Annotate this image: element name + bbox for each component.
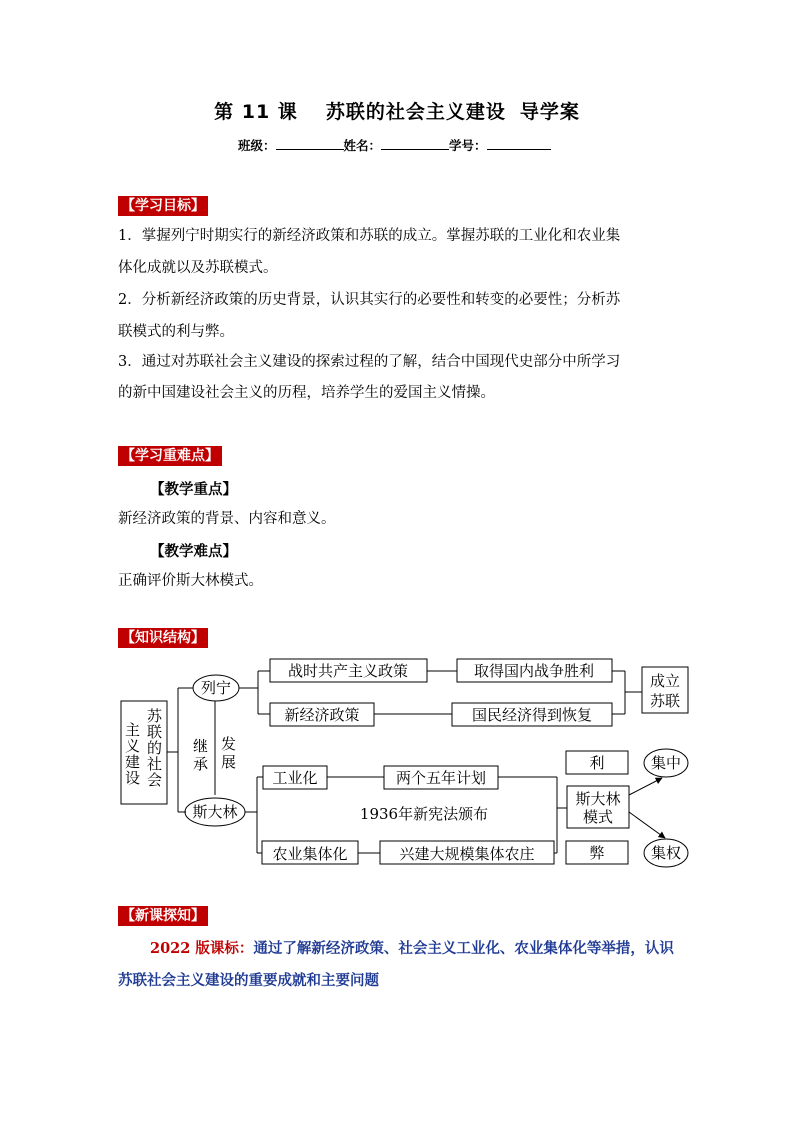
objective-1-line1: 1．掌握列宁时期实行的新经济政策和苏联的成立。掌握苏联的工业化和农业集	[118, 228, 621, 244]
stalin-label: 斯大林	[192, 803, 238, 821]
objective-2-line1: 2．分析新经济政策的历史背景，认识其实行的必要性和转变的必要性；分析苏	[118, 292, 621, 308]
found-line2: 苏联	[649, 692, 681, 710]
section-keypoints: 【学习重难点】	[118, 446, 222, 466]
found-line1: 成立	[649, 672, 681, 690]
pro-label: 利	[589, 754, 605, 772]
model-line1: 斯大林	[575, 790, 621, 808]
recovery-label: 国民经济得到恢复	[471, 706, 593, 724]
section-structure: 【知识结构】	[118, 628, 208, 648]
lesson-topic: 苏联的社会主义建设	[325, 101, 506, 123]
collectivization-label: 农业集体化	[272, 845, 348, 863]
constitution-label: 1936年新宪法颁布	[359, 805, 489, 823]
objective-3-line1: 3．通过对苏联社会主义建设的探索过程的了解，结合中国现代史部分中所学习	[118, 354, 621, 370]
lesson-type: 导学案	[519, 101, 580, 123]
root-label-col2: 苏联的社会	[145, 708, 163, 788]
difficulty-text: 正确评价斯大林模式。	[118, 573, 263, 589]
standard-prefix: 2022 版课标：	[150, 940, 254, 957]
five-year-label: 两个五年计划	[395, 769, 487, 787]
root-label-col1: 主义建设	[123, 722, 141, 786]
name-label: 姓名：	[343, 138, 382, 153]
civil-war-label: 取得国内战争胜利	[473, 662, 595, 680]
objective-1-line2: 体化成就以及苏联模式。	[118, 260, 278, 276]
curriculum-standard	[118, 933, 688, 997]
objective-2-line2: 联模式的利与弊。	[118, 324, 234, 340]
section-objectives: 【学习目标】	[118, 196, 208, 216]
industrialization-label: 工业化	[272, 769, 318, 787]
inherit-label: 继承	[191, 738, 209, 774]
model-line2: 模式	[582, 808, 614, 826]
focus-text: 新经济政策的背景、内容和意义。	[118, 511, 336, 527]
centralized-power-label: 集权	[650, 844, 682, 862]
class-label: 班级：	[238, 138, 276, 153]
number-label: 学号：	[449, 138, 487, 153]
centralized-label: 集中	[650, 754, 682, 772]
standard-text: 通过了解新经济政策、社会主义工业化、农业集体化等举措，认识苏联社会主义建设的重要成就和主要问题	[118, 940, 674, 989]
objective-3-line2: 的新中国建设社会主义的历程，培养学生的爱国主义情操。	[118, 385, 495, 401]
difficulty-label: 【教学难点】	[150, 544, 237, 560]
section-newlesson: 【新课探知】	[118, 906, 208, 926]
nep-label: 新经济政策	[284, 706, 360, 724]
con-label: 弊	[589, 844, 605, 862]
develop-label: 发展	[219, 736, 237, 772]
collective-farm-label: 兴建大规模集体农庄	[399, 845, 535, 863]
focus-label: 【教学重点】	[150, 482, 237, 498]
lenin-label: 列宁	[200, 679, 232, 697]
war-communism-label: 战时共产主义政策	[287, 662, 409, 680]
lesson-number: 第 11 课	[214, 101, 298, 123]
